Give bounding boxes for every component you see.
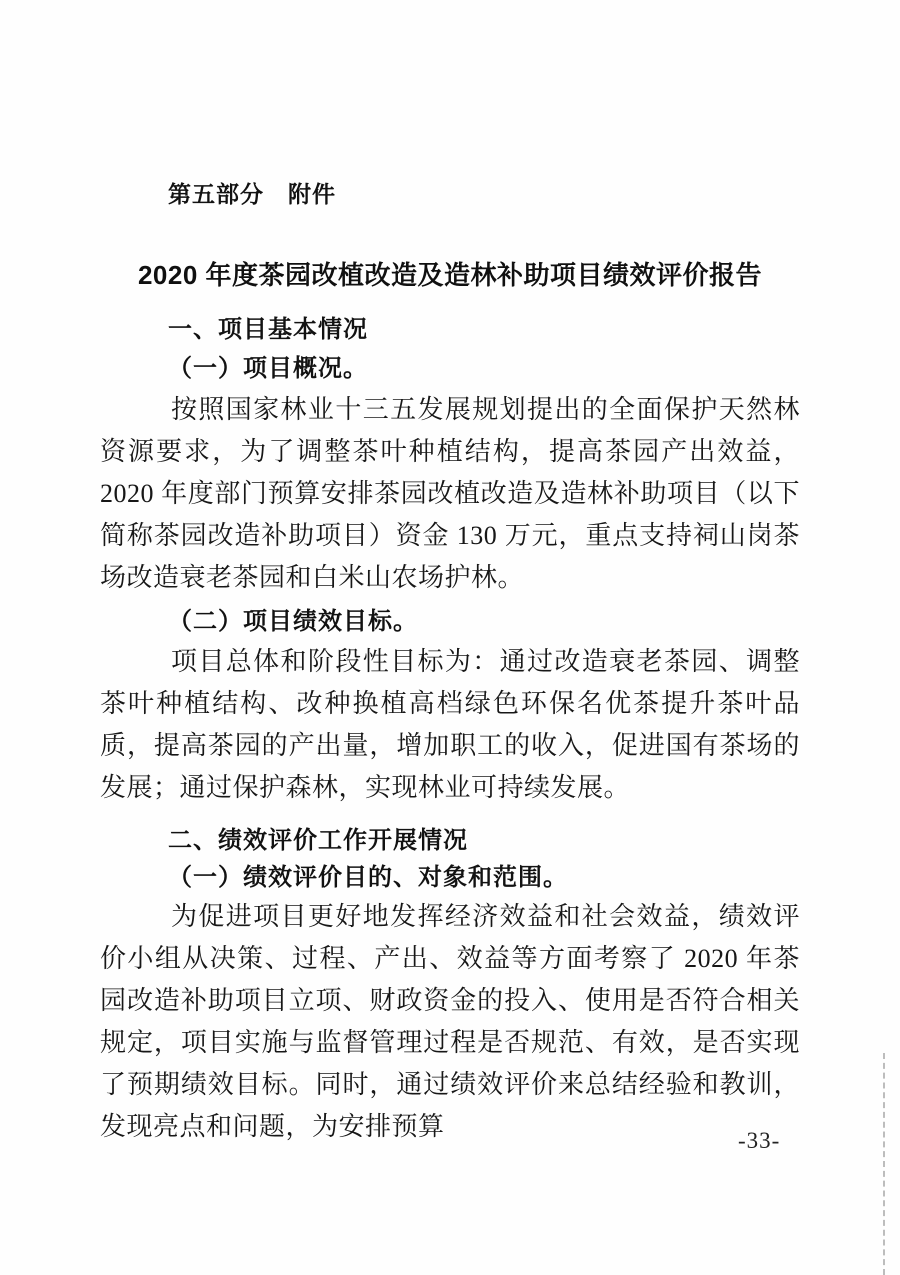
paragraph-project-overview: 按照国家林业十三五发展规划提出的全面保护天然林资源要求，为了调整茶叶种植结构，提高茶园产出效益，2020 年度部门预算安排茶园改植改造及造林补助项目（以下简称茶园改造补助项目）资金 130 万元，重点支持祠山岗茶场改造衰老茶园和白米山农场护林。 — [100, 395, 800, 592]
section-heading-evaluation-work: 二、绩效评价工作开展情况 — [168, 827, 468, 854]
sub-heading-performance-goals: （二）项目绩效目标。 — [168, 608, 418, 635]
part-heading: 第五部分 附件 — [168, 181, 336, 207]
paragraph-performance-goals: 项目总体和阶段性目标为：通过改造衰老茶园、调整茶叶种植结构、改种换植高档绿色环保名优茶提升茶叶品质，提高茶园的产出量，增加职工的收入，促进国有茶场的发展；通过保护森林，实现林业可持续发展。 — [100, 647, 800, 802]
scan-artifact-dashed-line — [883, 1053, 885, 1275]
section-heading-project-basics: 一、项目基本情况 — [168, 316, 368, 343]
page-number: -33- — [738, 1128, 781, 1153]
sub-heading-evaluation-scope: （一）绩效评价目的、对象和范围。 — [168, 864, 568, 891]
report-title: 2020 年度茶园改植改造及造林补助项目绩效评价报告 — [137, 260, 763, 290]
sub-heading-project-overview: （一）项目概况。 — [168, 355, 368, 382]
paragraph-evaluation-scope: 为促进项目更好地发挥经济效益和社会效益，绩效评价小组从决策、过程、产出、效益等方面考察了 2020 年茶园改造补助项目立项、财政资金的投入、使用是否符合相关规定，项目实施与监督管理过程是否规范、有效，是否实现了预期绩效目标。同时，通过绩效评价来总结经验和教训，发现亮点和问题，为安排预算 — [100, 902, 800, 1141]
